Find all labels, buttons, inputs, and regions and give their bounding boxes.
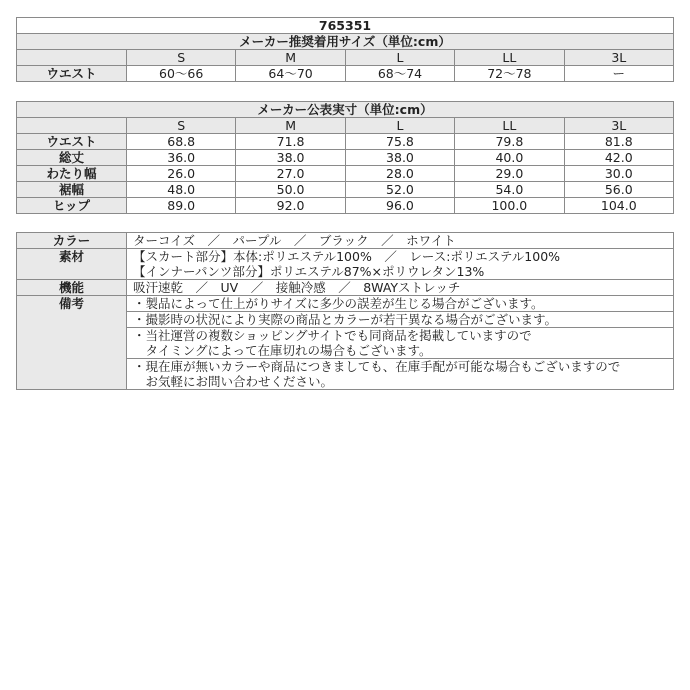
size-header: S [127, 50, 236, 66]
table-cell: 100.0 [455, 198, 564, 214]
size-header: L [345, 118, 454, 134]
size-header: 3L [564, 118, 673, 134]
function-label: 機能 [17, 280, 127, 296]
color-label: カラー [17, 233, 127, 249]
material-label: 素材 [17, 249, 127, 280]
table-cell: 52.0 [345, 182, 454, 198]
recommended-size-table [16, 17, 674, 82]
table-row [17, 150, 674, 166]
note-line: お気軽にお問い合わせください。 [133, 374, 334, 389]
table-cell: 30.0 [564, 166, 673, 182]
table-cell: ー [564, 66, 673, 82]
size-header-row [17, 118, 674, 134]
info-row-note [17, 296, 674, 312]
table-cell: 38.0 [236, 150, 345, 166]
table-cell: 60〜66 [127, 66, 236, 82]
note-line: ・当社運営の複数ショッピングサイトでも同商品を掲載していますので [133, 328, 532, 343]
table-row [17, 182, 674, 198]
measured-size-table [16, 101, 674, 214]
table-cell: 75.8 [345, 134, 454, 150]
table-cell: 29.0 [455, 166, 564, 182]
size-header-row [17, 50, 674, 66]
material-line: 【スカート部分】本体:ポリエステル100% ／ レース:ポリエステル100% [133, 249, 561, 264]
size-header: M [236, 118, 345, 134]
table-cell: 104.0 [564, 198, 673, 214]
info-row-function [17, 280, 674, 296]
table-cell: 96.0 [345, 198, 454, 214]
table-cell: 89.0 [127, 198, 236, 214]
size-header: L [345, 50, 454, 66]
table-cell: 48.0 [127, 182, 236, 198]
table-cell: 81.8 [564, 134, 673, 150]
table-row [17, 198, 674, 214]
color-value: ターコイズ ／ パープル ／ ブラック ／ ホワイト [127, 233, 674, 249]
row-label: ヒップ [17, 198, 127, 214]
product-code: 765351 [17, 18, 674, 34]
table-cell: 71.8 [236, 134, 345, 150]
note-line: ・撮影時の状況により実際の商品とカラーが若干異なる場合がございます。 [133, 312, 558, 327]
notes-label: 備考 [17, 296, 127, 390]
note-line: ・製品によって仕上がりサイズに多少の誤差が生じる場合がございます。 [133, 296, 544, 311]
table-cell: 38.0 [345, 150, 454, 166]
table-cell: 68〜74 [345, 66, 454, 82]
row-label: わたり幅 [17, 166, 127, 182]
info-row-material [17, 249, 674, 280]
table-cell: 92.0 [236, 198, 345, 214]
row-label: ウエスト [17, 66, 127, 82]
table-cell: 28.0 [345, 166, 454, 182]
product-info-table [16, 232, 674, 390]
material-line: 【インナーパンツ部分】ポリエステル87%×ポリウレタン13% [133, 264, 485, 279]
table-cell: 68.8 [127, 134, 236, 150]
table-row [17, 134, 674, 150]
table-cell: 40.0 [455, 150, 564, 166]
row-label: 総丈 [17, 150, 127, 166]
table-cell: 36.0 [127, 150, 236, 166]
note-item [127, 296, 674, 312]
function-value: 吸汗速乾 ／ UV ／ 接触冷感 ／ 8WAYストレッチ [127, 280, 674, 296]
table-cell: 26.0 [127, 166, 236, 182]
table-row [17, 66, 674, 82]
table-cell: 56.0 [564, 182, 673, 198]
table-cell: 50.0 [236, 182, 345, 198]
note-item [127, 328, 674, 359]
row-label: ウエスト [17, 134, 127, 150]
note-line: ・現在庫が無いカラーや商品につきましても、在庫手配が可能な場合もございますので [133, 359, 621, 374]
size-header: LL [455, 118, 564, 134]
table-cell: 54.0 [455, 182, 564, 198]
size-header: M [236, 50, 345, 66]
header-empty-cell [17, 118, 127, 134]
table-cell: 64〜70 [236, 66, 345, 82]
size-header: 3L [564, 50, 673, 66]
table-row [17, 166, 674, 182]
note-item [127, 359, 674, 390]
size-header: S [127, 118, 236, 134]
recommended-title: メーカー推奨着用サイズ（単位:cm） [17, 34, 674, 50]
row-label: 裾幅 [17, 182, 127, 198]
table-cell: 42.0 [564, 150, 673, 166]
measured-title: メーカー公表実寸（単位:cm） [17, 102, 674, 118]
info-row-color [17, 233, 674, 249]
note-item [127, 312, 674, 328]
material-value [127, 249, 674, 280]
note-line: タイミングによって在庫切れの場合もございます。 [133, 343, 432, 358]
header-empty-cell [17, 50, 127, 66]
table-cell: 79.8 [455, 134, 564, 150]
size-header: LL [455, 50, 564, 66]
table-cell: 72〜78 [455, 66, 564, 82]
table-cell: 27.0 [236, 166, 345, 182]
